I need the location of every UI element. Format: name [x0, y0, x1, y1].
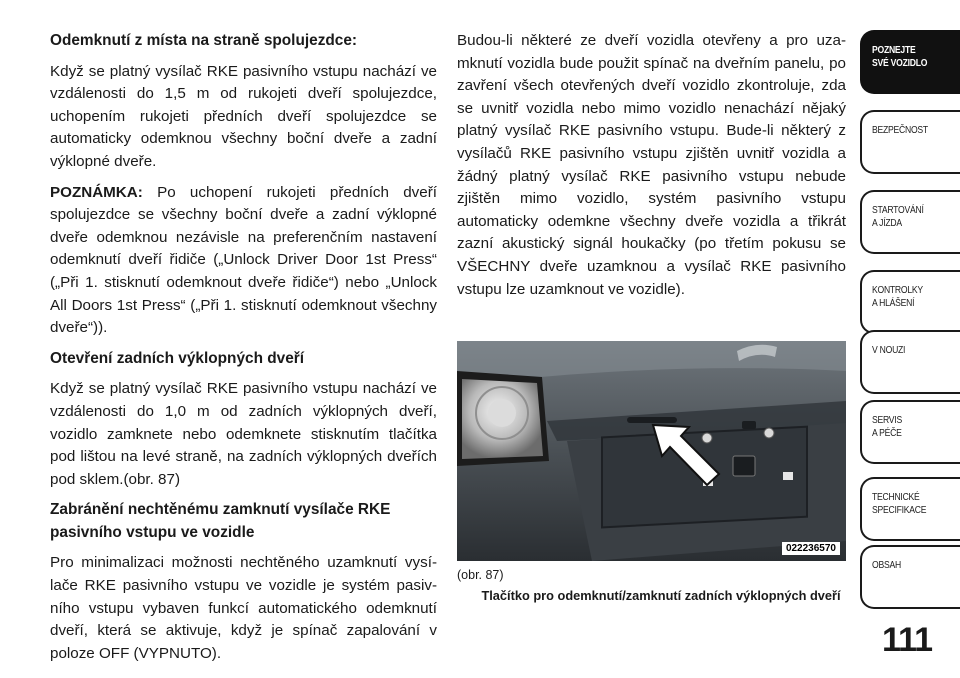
tab-contents[interactable] — [860, 545, 960, 609]
paragraph-passenger-unlock: Když se platný vysílač RKE pasivního vstupu nachází ve vzdálenosti do 1,5 m od rukojeti dveří spolujezdce, uchopením rukojeti předních dveří spolujezdce se automaticky odemknou všechny boční dveře a zadní výklopné dveře. — [50, 62, 437, 170]
heading-prevent-lockout: Zabránění nechtěnému zamknutí vysílače RKE pasivního vstupu ve vozidle — [50, 501, 391, 541]
right-column — [457, 30, 846, 309]
left-column — [50, 30, 437, 673]
tab-know-your-vehicle[interactable] — [860, 30, 960, 94]
heading-liftgate-open: Otevření zadních výklopných dveří — [50, 349, 305, 367]
tab-safety[interactable] — [860, 110, 960, 174]
paragraph-liftgate-open: Když se platný vysílač RKE pasivního vstupu nachází ve vzdálenosti do 1,0 m od zadních výklopných dveří, vozidlo zamknete nebo odemknete stisknutím tlačítka pod lištou na levé straně, na zadních výklopných dveřích pod sklem.(obr. 87) — [50, 380, 437, 488]
tab-label: OBSAH — [872, 559, 901, 571]
tab-emergency[interactable] — [860, 330, 960, 394]
paragraph-door-lock-check: Budou-li některé ze dveří vozidla otevřeny a pro uzamknutí vozidla bude použit spínač na dveřním panelu, po zavření všech otevřených dveří vozidlo zkontroluje, zda se uvnitř vozidla nebo mimo vozidlo nenachází nějaký platný vysílač RKE pasivního vstupu. Bude-li některý z vysílačů RKE pasivního vstupu zjištěn uvnitř vozidla a žádný platný vysílač RKE pasivního vstupu nebude zjištěn mimo vozidlo, systém pasivního vstupu automaticky odemkne všechny dveře vozidla a třikrát zazní akustický signál houkačky (po třetím pokusu se VŠECHNY dveře uzamknou a vysílač RKE pasivního vstupu lze uzamknout ve vozidle). — [457, 32, 846, 298]
tab-label: POZNEJTE SVÉ VOZIDLO — [872, 44, 928, 69]
note-label: POZNÁMKA: — [50, 183, 143, 201]
tab-starting-driving[interactable] — [860, 190, 960, 254]
tab-label: TECHNICKÉ SPECIFIKACE — [872, 491, 927, 516]
page-number: 111 — [882, 621, 932, 659]
tab-indicators[interactable] — [860, 270, 960, 334]
note-text: Po uchopení rukojeti předních dveří spolujezdce se všechny boční dveře a zadní výklopné dveře odemknou nezávisle na preferenčním nastavení odemknutí dveří řidiče („Unlock Driver Door 1st Press“ („Při 1. stisknutí odemknout dveře řidiče“) nebo „Unlock All Doors 1st Press“ („Při 1. stisknutí odemknout všechny dveře“)). — [50, 183, 437, 337]
tab-label: KONTROLKY A HLÁŠENÍ — [872, 284, 923, 309]
figure-caption: Tlačítko pro odemknutí/zamknutí zadních výklopných dveří — [481, 588, 841, 603]
figure-code: 022236570 — [782, 542, 840, 555]
liftgate-illustration — [457, 341, 846, 561]
chapter-sidebar — [860, 0, 960, 678]
tab-label: STARTOVÁNÍ A JÍZDA — [872, 204, 924, 229]
figure-liftgate-button — [457, 341, 846, 561]
heading-passenger-unlock: Odemknutí z místa na straně spolujezdce: — [50, 32, 358, 49]
paragraph-prevent-lockout: Pro minimalizaci možnosti nechtěného uzamknutí vysílače RKE pasivního vstupu ve vozidle je systém pasivního vstupu vybaven funkcí automatického odemknutí dveří, která se aktivuje, když je spínač zapalování v poloze OFF (VYPNUTO). — [50, 554, 437, 662]
tab-label: BEZPEČNOST — [872, 124, 928, 136]
tab-service[interactable] — [860, 400, 960, 464]
tab-label: SERVIS A PÉČE — [872, 414, 902, 439]
figure-reference: (obr. 87) — [457, 568, 504, 582]
tab-specifications[interactable] — [860, 477, 960, 541]
note-paragraph — [50, 182, 437, 340]
tab-label: V NOUZI — [872, 344, 906, 356]
